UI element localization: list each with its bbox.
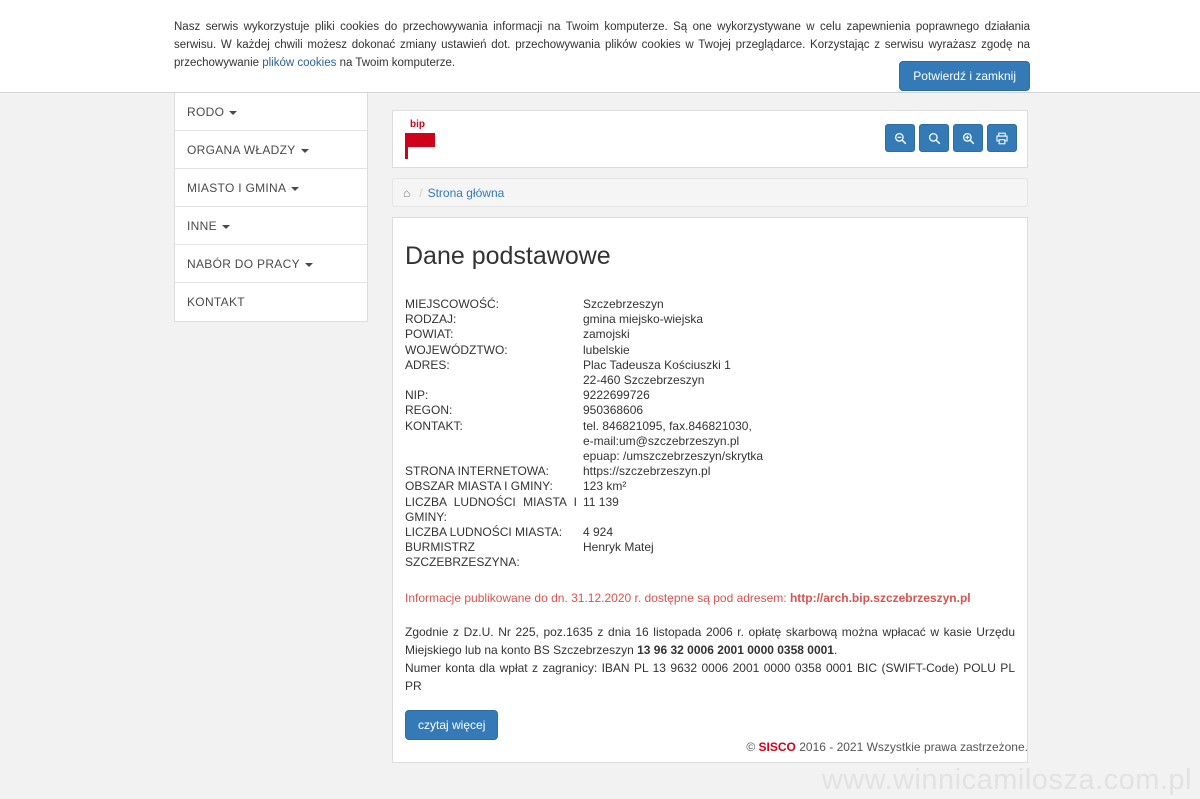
cookie-consent-bar (0, 0, 1200, 93)
bip-logo-icon[interactable] (405, 119, 437, 159)
zoom-in-icon[interactable] (953, 124, 983, 152)
row-label: NIP: (405, 388, 429, 403)
chevron-down-icon (291, 187, 299, 191)
home-icon[interactable]: ⌂ (403, 186, 411, 200)
sidebar-item-label: NABÓR DO PRACY (187, 257, 300, 271)
table-row (405, 388, 1015, 403)
cookie-consent-content (174, 18, 1030, 83)
stamp-duty-period: . (833, 642, 838, 657)
cookie-confirm-button[interactable]: Potwierdź i zamknij (899, 61, 1030, 91)
archive-notice-text: Informacje publikowane do dn. 31.12.2020 r. dostępne są pod adresem: (405, 590, 787, 605)
row-label: RODZAJ: (405, 312, 457, 327)
table-row (405, 540, 1015, 570)
cookie-text-tail: na Twoim komputerze. (339, 57, 456, 69)
row-label: LICZBA LUDNOŚCI MIASTA: (405, 525, 563, 540)
chevron-down-icon (305, 263, 313, 267)
table-row (405, 312, 1015, 327)
sidebar-item-label: INNE (187, 219, 217, 233)
sidebar-item-rodo[interactable] (175, 93, 367, 131)
row-value: Plac Tadeusza Kościuszki 1 22-460 Szczebrzeszyn (583, 357, 731, 388)
table-row (405, 343, 1015, 358)
site-header-panel (392, 110, 1028, 168)
sidebar-item-kontakt[interactable] (175, 283, 367, 321)
row-value: Henryk Matej (583, 540, 654, 555)
row-label: ADRES: (405, 357, 450, 372)
row-label: POWIAT: (405, 327, 454, 342)
header-tool-buttons (885, 124, 1017, 152)
print-icon[interactable] (987, 124, 1017, 152)
row-label: OBSZAR MIASTA I GMINY: (405, 479, 553, 494)
sidebar-item-inne[interactable] (175, 207, 367, 245)
row-value: Szczebrzeszyn (583, 297, 664, 311)
row-label: LICZBA LUDNOŚCI MIASTA I GMINY: (405, 494, 577, 524)
row-value: lubelskie (583, 342, 630, 357)
stamp-duty-text: Zgodnie z Dz.U. Nr 225, poz.1635 z dnia 16 listopada 2006 r. opłatę skarbową można wpłacać w kasie Urzędu Miejskiego lub na konto BS Szczebrzeszyn (405, 624, 1015, 657)
row-value: 950368606 (583, 403, 644, 418)
row-value: 4 924 (583, 525, 614, 540)
sidebar-item-label: RODO (187, 105, 225, 119)
row-value: 11 139 (583, 494, 619, 509)
page-title: Dane podstawowe (405, 242, 611, 270)
basic-data-table (405, 297, 1015, 571)
footer-copyright-text: 2016 - 2021 Wszystkie prawa zastrzeżone. (799, 740, 1028, 754)
stamp-duty-paragraph (405, 623, 1015, 695)
foreign-account-text: Numer konta dla wpłat z zagranicy: IBAN PL 13 9632 0006 2001 0000 0358 0001 BIC (SWIFT-Code) POLU PL PR (405, 660, 1015, 693)
table-row (405, 327, 1015, 342)
row-label: WOJEWÓDZTWO: (405, 342, 508, 357)
bip-logo-text: bip (410, 119, 425, 130)
breadcrumb-current[interactable]: Strona główna (427, 186, 505, 200)
table-row (405, 403, 1015, 418)
sidebar-item-label: ORGANA WŁADZY (187, 143, 296, 157)
row-value: gmina miejsko-wiejska (583, 312, 704, 327)
sidebar-item-label: KONTAKT (187, 295, 245, 309)
footer-copyright-symbol: © (746, 740, 756, 754)
chevron-down-icon (222, 225, 230, 229)
row-value: tel. 846821095, fax.846821030, e-mail:um@szczebrzeszyn.pl epuap: /umszczebrzeszyn/skrytka (583, 418, 764, 464)
row-value: 123 km² (583, 479, 627, 494)
cookies-policy-link[interactable]: plików cookies (262, 57, 337, 69)
table-row (405, 419, 1015, 465)
table-row (405, 358, 1015, 388)
main-column (392, 110, 1028, 763)
row-label: STRONA INTERNETOWA: (405, 464, 550, 479)
cookie-text-main: Nasz serwis wykorzystuje pliki cookies do przechowywania informacji na Twoim komputerze. Są one wykorzystywane w celu zapewnienia poprawnego działania serwisu. W każdej chwili możesz dokonać zmiany ustawień dot. przechowywania plików cookies w Twojej przeglądarce. Korzystając z serwisu wyrażasz zgodę na przechowywanie (174, 21, 1030, 69)
chevron-down-icon (229, 111, 237, 115)
sidebar-item-nabor-do-pracy[interactable] (175, 245, 367, 283)
breadcrumb (392, 178, 1028, 207)
row-value: https://szczebrzeszyn.pl (583, 464, 711, 479)
sidebar-item-label: MIASTO I GMINA (187, 181, 287, 195)
table-row (405, 479, 1015, 494)
table-row (405, 525, 1015, 540)
zoom-out-icon[interactable] (885, 124, 915, 152)
row-value: 9222699726 (583, 388, 650, 403)
sidebar-item-miasto-i-gmina[interactable] (175, 169, 367, 207)
table-row (405, 297, 1015, 312)
content-panel (392, 217, 1028, 763)
footer-brand[interactable]: SISCO (758, 740, 796, 754)
row-label: KONTAKT: (405, 418, 463, 433)
table-row (405, 464, 1015, 479)
footer (392, 740, 1028, 754)
zoom-reset-icon[interactable] (919, 124, 949, 152)
bank-account-number: 13 96 32 0006 2001 0000 0358 0001 (637, 642, 834, 657)
row-label: REGON: (405, 403, 453, 418)
table-row (405, 495, 1015, 525)
read-more-button[interactable]: czytaj więcej (405, 710, 498, 740)
watermark: www.winnicamilosza.com.pl (821, 764, 1192, 796)
archive-notice (405, 591, 1015, 605)
sidebar-item-organa-wladzy[interactable] (175, 131, 367, 169)
chevron-down-icon (301, 149, 309, 153)
bip-logo-flag (405, 133, 435, 147)
row-label: BURMISTRZ SZCZEBRZESZYNA: (405, 540, 520, 570)
archive-notice-link[interactable]: http://arch.bip.szczebrzeszyn.pl (789, 590, 971, 605)
row-label: MIEJSCOWOŚĆ: (405, 297, 500, 311)
breadcrumb-separator: / (419, 186, 423, 200)
sidebar-menu (174, 93, 368, 322)
row-value: zamojski (583, 327, 630, 342)
